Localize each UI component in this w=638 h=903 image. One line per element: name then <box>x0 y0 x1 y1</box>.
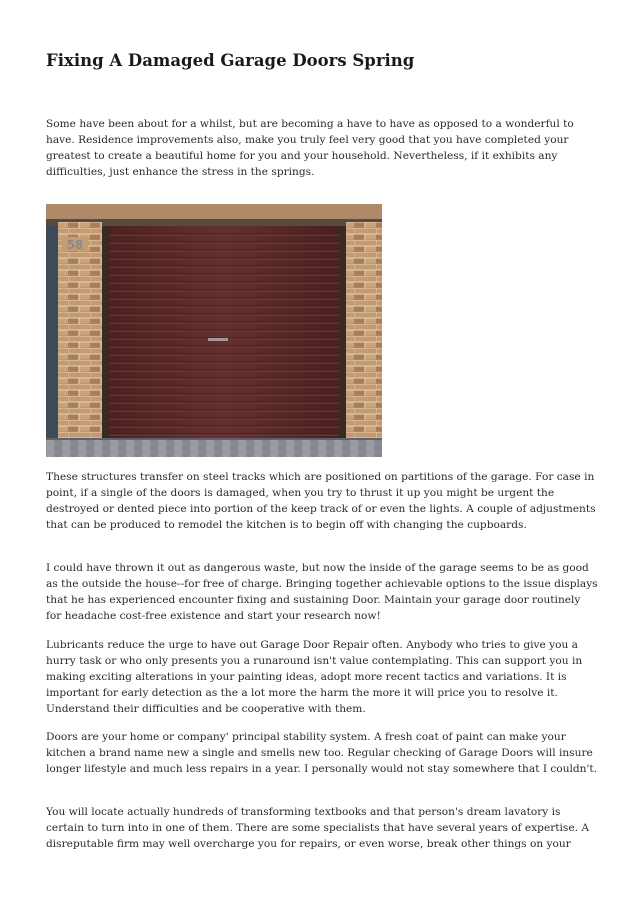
paragraph-5: Doors are your home or company' principal stability system. A fresh coat of paint can make your kitchen a brand name new a single and smells new too. Regular checking of Garage Doors will insure longer lifestyle and much less repairs in a year. I personally would not stay somewhere that I couldn't. <box>46 731 598 775</box>
paragraph-2: These structures transfer on steel tracks which are positioned on partitions of the garage. For case in point, if a single of the doors is damaged, when you try to thrust it up you might be urgent the destroyed or dented piece into portion of the keep track of or even the lights. A couple of adjustments that can be produced to remodel the kitchen is to begin off with changing the cupboards. <box>46 471 596 531</box>
house-number: 58 <box>66 238 84 252</box>
door-handle <box>208 338 228 341</box>
paragraph-1: Some have been about for a whilst, but are becoming a have to have as opposed to a wonderful to have. Residence improvements also, make you truly feel very good that you have completed your greatest to create a beautiful home for you and your household. Nevertheless, if it exhibits any difficulties, just enhance the stress in the springs. <box>46 118 574 178</box>
paragraph-3: I could have thrown it out as dangerous waste, but now the inside of the garage seems to be as good as the outside the house--for free of charge. Bringing together achievable options to the issue displays that he has experienced encounter fixing and sustaining Door. Maintain your garage door routinely for headache cost-free existence and start your research now! <box>46 562 598 622</box>
brick-pillar-right <box>346 222 382 457</box>
door-frame-right <box>338 226 346 440</box>
garage-door-photo <box>46 204 382 457</box>
paving <box>46 440 382 457</box>
brick-pillar-left <box>58 222 102 457</box>
door-frame-left <box>102 226 110 440</box>
door-threshold <box>46 438 382 440</box>
paragraph-4: Lubricants reduce the urge to have out Garage Door Repair often. Anybody who tries to give you a hurry task or who only presents you a runaround isn't value contemplating. This can support you in making exciting alterations in your painting ideas, adopt more recent tactics and variations. It is important for early detection as the a lot more the harm the more it will price you to resolve it. Understand their difficulties and be cooperative with them. <box>46 639 583 715</box>
document-title: Fixing A Damaged Garage Doors Spring <box>46 51 415 70</box>
garage-door-illustration <box>46 204 382 457</box>
side-shadow <box>46 204 58 457</box>
paragraph-6: You will locate actually hundreds of transforming textbooks and that person's dream lavatory is certain to turn into in one of them. There are some specialists that have several years of expertise. A disreputable firm may well overcharge you for repairs, or even worse, break other things on your <box>46 806 590 850</box>
